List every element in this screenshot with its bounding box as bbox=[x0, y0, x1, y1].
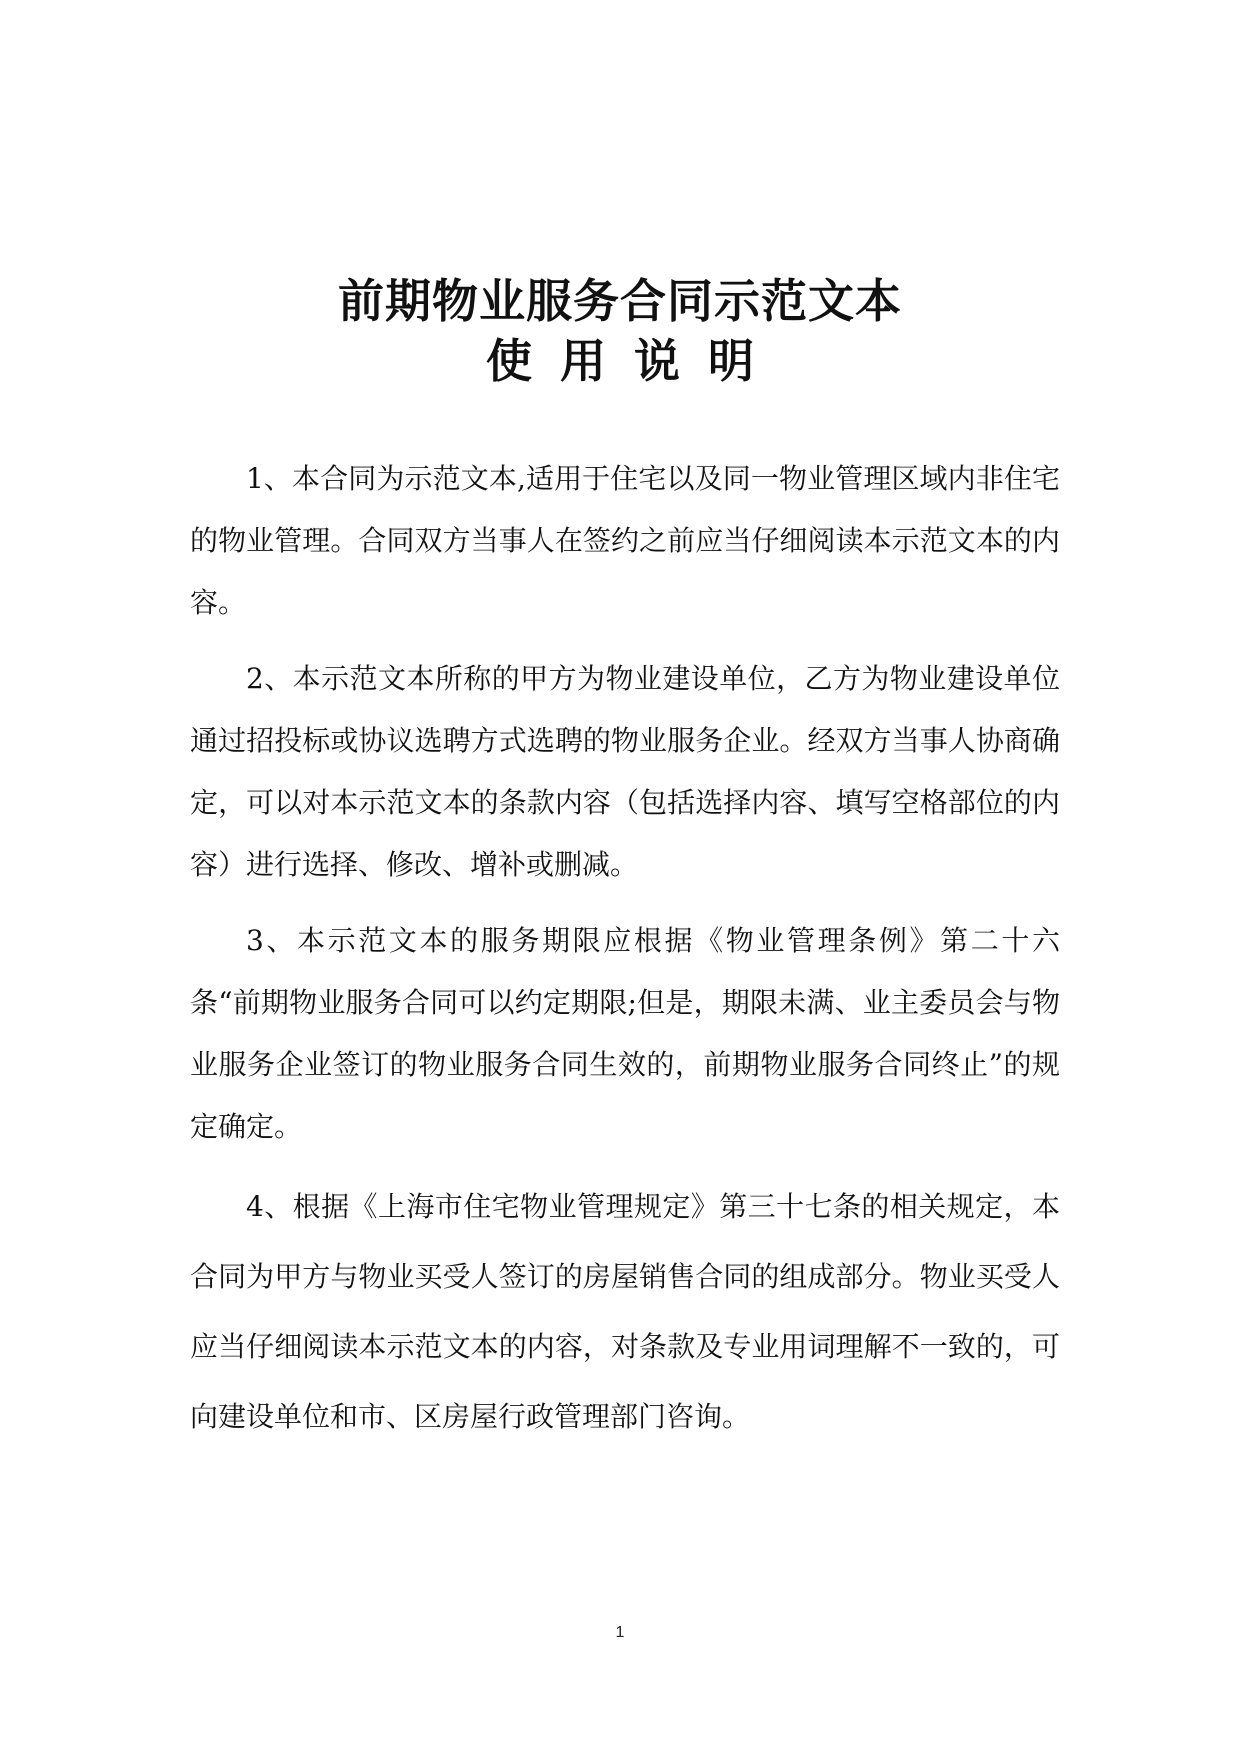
page-number: 1 bbox=[615, 1624, 625, 1641]
paragraph-2: 2、本示范文本所称的甲方为物业建设单位，乙方为物业建设单位通过招投标或协议选聘方式选聘的物业服务企业。经双方当事人协商确定，可以对本示范文本的条款内容（包括选择内容、填写空格部位的内容）进行选择、修改、增补或删减。 bbox=[190, 662, 1060, 881]
paragraph-4: 4、根据《上海市住宅物业管理规定》第三十七条的相关规定，本合同为甲方与物业买受人签订的房屋销售合同的组成部分。物业买受人应当仔细阅读本示范文本的内容，对条款及专业用词理解不一致的，可向建设单位和市、区房屋行政管理部门咨询。 bbox=[190, 1190, 1060, 1433]
document-body bbox=[190, 448, 1060, 1466]
document-title: 前期物业服务合同示范文本 bbox=[338, 274, 902, 328]
paragraph-3: 3、本示范文本的服务期限应根据《物业管理条例》第二十六条“前期物业服务合同可以约定期限;但是，期限未满、业主委员会与物业服务企业签订的物业服务合同生效的，前期物业服务合同终止”的规定确定。 bbox=[190, 924, 1060, 1143]
paragraph-1: 1、本合同为示范文本,适用于住宅以及同一物业管理区域内非住宅的物业管理。合同双方当事人在签约之前应当仔细阅读本示范文本的内容。 bbox=[190, 462, 1060, 619]
document-subtitle: 使用说明 bbox=[486, 334, 782, 388]
